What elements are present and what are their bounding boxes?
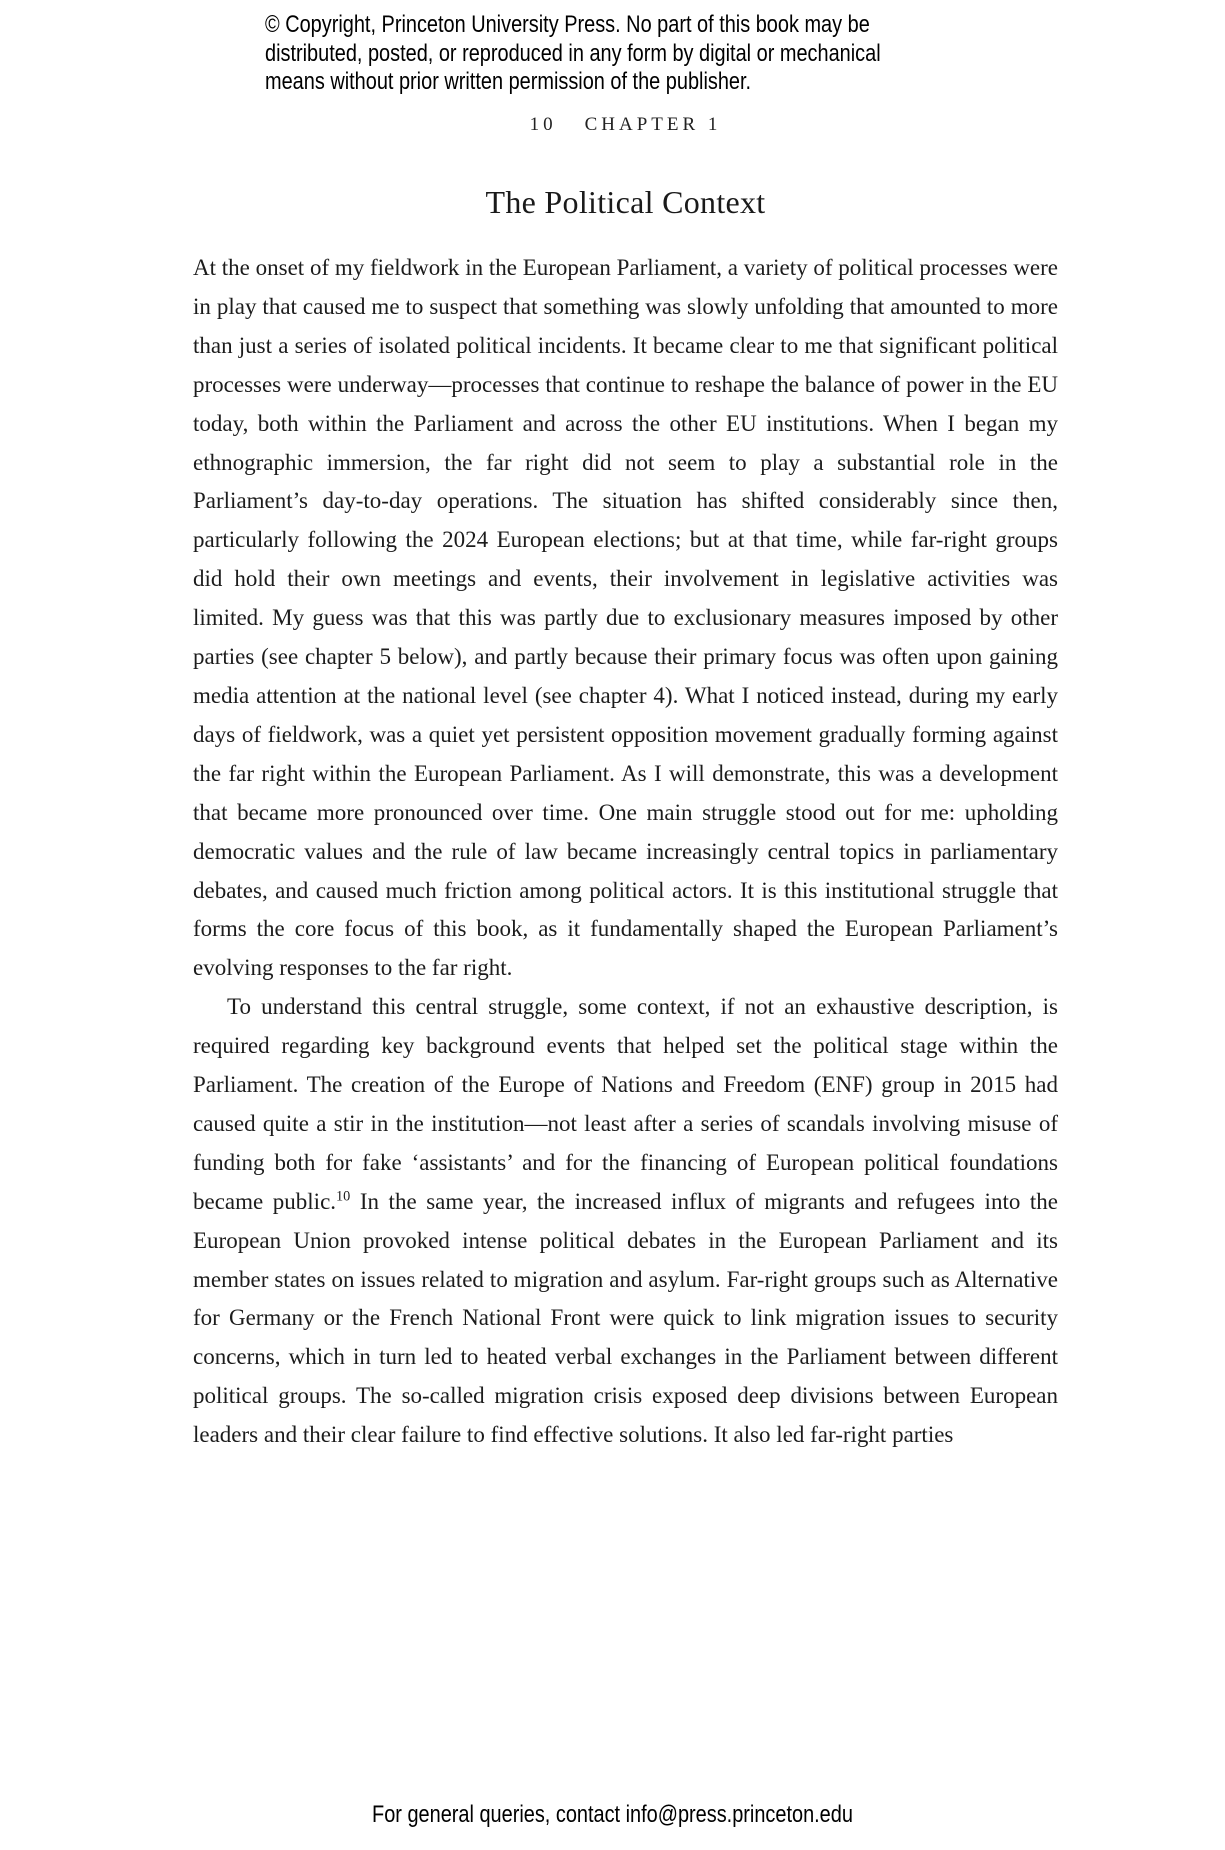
copyright-line: © Copyright, Princeton University Press. No part of this book may be (265, 11, 870, 38)
footnote-reference: 10 (336, 1188, 351, 1205)
page-number: 10 (529, 114, 557, 135)
paragraph-2 (193, 988, 1058, 1455)
paragraph-2-text: To understand this central struggle, some context, if not an exhaustive description, is required regarding key background events that helped set the political stage within the Parliament. The creation of the Europe of Nations and Freedom (ENF) group in 2015 had caused quite a stir in the institution—not least after a series of scandals involving misuse of funding both for fake ‘assistants’ and for the financing of European political foundations became public. (193, 994, 1058, 1214)
section-title: The Political Context (485, 184, 766, 220)
chapter-label: CHAPTER 1 (584, 114, 722, 135)
copyright-notice (265, 11, 1007, 97)
paragraph-1: At the onset of my fieldwork in the European Parliament, a variety of political processes were in play that caused me to suspect that something was slowly unfolding that amounted to more than just a series of isolated political incidents. It became clear to me that significant political processes were underway—processes that continue to reshape the balance of power in the EU today, both within the Parliament and across the other EU institutions. When I began my ethnographic immersion, the far right did not seem to play a substantial role in the Parliament’s day-to-day operations. The situation has shifted considerably since then, particularly following the 2024 European elections; but at that time, while far-right groups did hold their own meetings and events, their involvement in legislative activities was limited. My guess was that this was partly due to exclusionary measures imposed by other parties (see chapter 5 below), and partly because their primary focus was often upon gaining media attention at the national level (see chapter 4). What I noticed instead, during my early days of fieldwork, was a quiet yet persistent opposition movement gradually forming against the far right within the European Parliament. As I will demonstrate, this was a development that became more pronounced over time. One main struggle stood out for me: upholding democratic values and the rule of law became increasingly central topics in parliamentary debates, and caused much friction among political actors. It is this institutional struggle that forms the core focus of this book, as it fundamentally shaped the European Parliament’s evolving responses to the far right. (193, 255, 1058, 981)
running-head (193, 114, 1058, 136)
body-text (193, 249, 1058, 1455)
copyright-line: distributed, posted, or reproduced in any form by digital or mechanical (265, 39, 881, 67)
copyright-line: means without prior written permission of the publisher. (265, 68, 752, 95)
footer-contact-line: For general queries, contact info@press.princeton.edu (372, 1801, 853, 1828)
paragraph-2-text-continued: In the same year, the increased influx of migrants and refugees into the European Union provoked intense political debates in the European Parliament and its member states on issues related to migration and asylum. Far-right groups such as Alternative for Germany or the French National Front were quick to link migration issues to security concerns, which in turn led to heated verbal exchanges in the Parliament between different political groups. The so-called migration crisis exposed deep divisions between European leaders and their clear failure to find effective solutions. It also led far-right parties (193, 1188, 1058, 1448)
